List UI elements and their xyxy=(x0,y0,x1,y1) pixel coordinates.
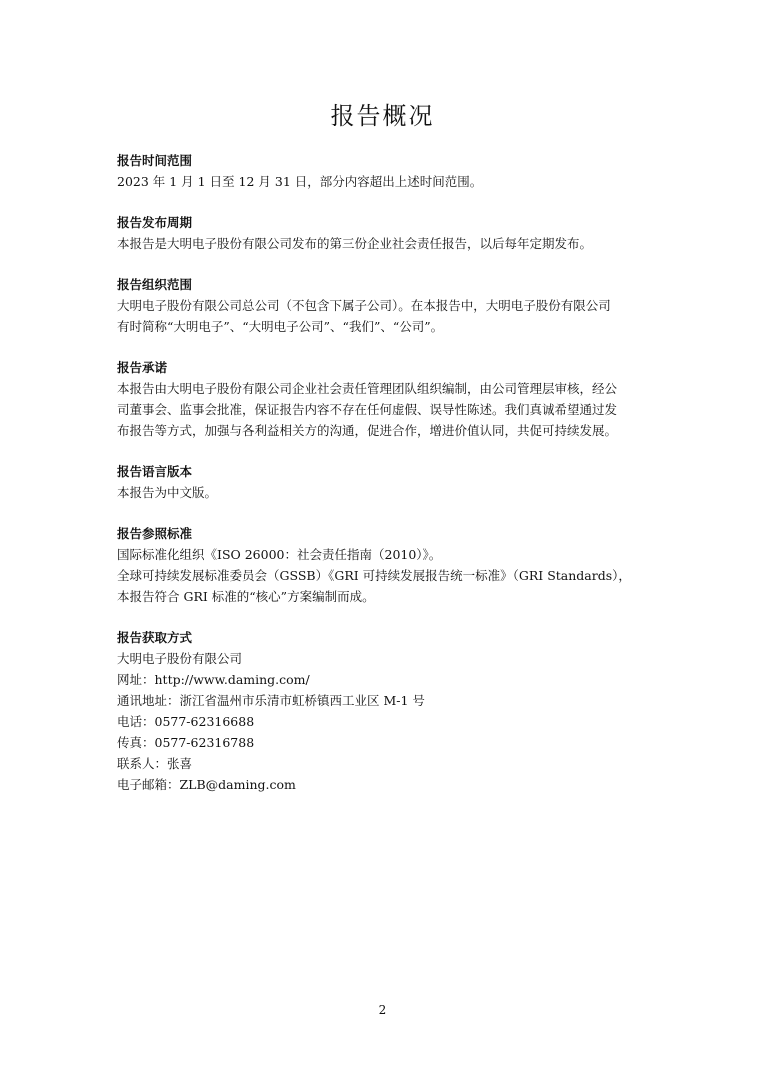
section-language-version xyxy=(117,461,652,503)
address-line: 通讯地址：浙江省温州市乐清市虹桥镇西工业区 M-1 号 xyxy=(117,693,425,708)
page-number: 2 xyxy=(378,1003,387,1017)
report-overview-content xyxy=(117,150,652,815)
paragraph-line: 本报告由大明电子股份有限公司企业社会责任管理团队组织编制，由公司管理层审核，经公 xyxy=(117,381,618,396)
section-heading: 报告获取方式 xyxy=(117,630,193,645)
phone-line: 电话：0577-62316688 xyxy=(117,714,255,729)
section-commitment xyxy=(117,357,652,441)
section-organization-scope xyxy=(117,274,652,337)
section-heading: 报告承诺 xyxy=(117,360,168,375)
paragraph-line: 国际标准化组织《ISO 26000：社会责任指南（2010）》。 xyxy=(117,547,442,562)
email-line: 电子邮箱：ZLB@daming.com xyxy=(117,777,296,792)
paragraph-line: 2023 年 1 月 1 日至 12 月 31 日，部分内容超出上述时间范围。 xyxy=(117,174,483,189)
section-heading: 报告参照标准 xyxy=(117,526,193,541)
paragraph-line: 本报告是大明电子股份有限公司发布的第三份企业社会责任报告，以后每年定期发布。 xyxy=(117,236,593,251)
fax-line: 传真：0577-62316788 xyxy=(117,735,255,750)
section-heading: 报告发布周期 xyxy=(117,215,193,230)
paragraph-line: 全球可持续发展标准委员会（GSSB）《GRI 可持续发展报告统一标准》（GRI Standards）， xyxy=(117,568,631,583)
section-time-range xyxy=(117,150,652,192)
company-name: 大明电子股份有限公司 xyxy=(117,651,243,666)
section-heading: 报告时间范围 xyxy=(117,153,193,168)
paragraph-line: 本报告符合 GRI 标准的“核心”方案编制而成。 xyxy=(117,589,375,604)
paragraph-line: 司董事会、监事会批准，保证报告内容不存在任何虚假、误导性陈述。我们真诚希望通过发 xyxy=(117,402,618,417)
contact-person-line: 联系人：张喜 xyxy=(117,756,193,771)
website-line: 网址：http://www.daming.com/ xyxy=(117,672,310,687)
paragraph-line: 本报告为中文版。 xyxy=(117,485,218,500)
section-heading: 报告语言版本 xyxy=(117,464,193,479)
section-heading: 报告组织范围 xyxy=(117,277,193,292)
section-access-method xyxy=(117,627,652,795)
section-reference-standards xyxy=(117,523,652,607)
section-release-cycle xyxy=(117,212,652,254)
paragraph-line: 布报告等方式，加强与各利益相关方的沟通，促进合作，增进价值认同，共促可持续发展。 xyxy=(117,423,618,438)
paragraph-line: 有时简称“大明电子”、“大明电子公司”、“我们”、“公司”。 xyxy=(117,319,444,334)
page-title: 报告概况 xyxy=(330,102,435,130)
paragraph-line: 大明电子股份有限公司总公司（不包含下属子公司）。在本报告中，大明电子股份有限公司 xyxy=(117,298,611,313)
